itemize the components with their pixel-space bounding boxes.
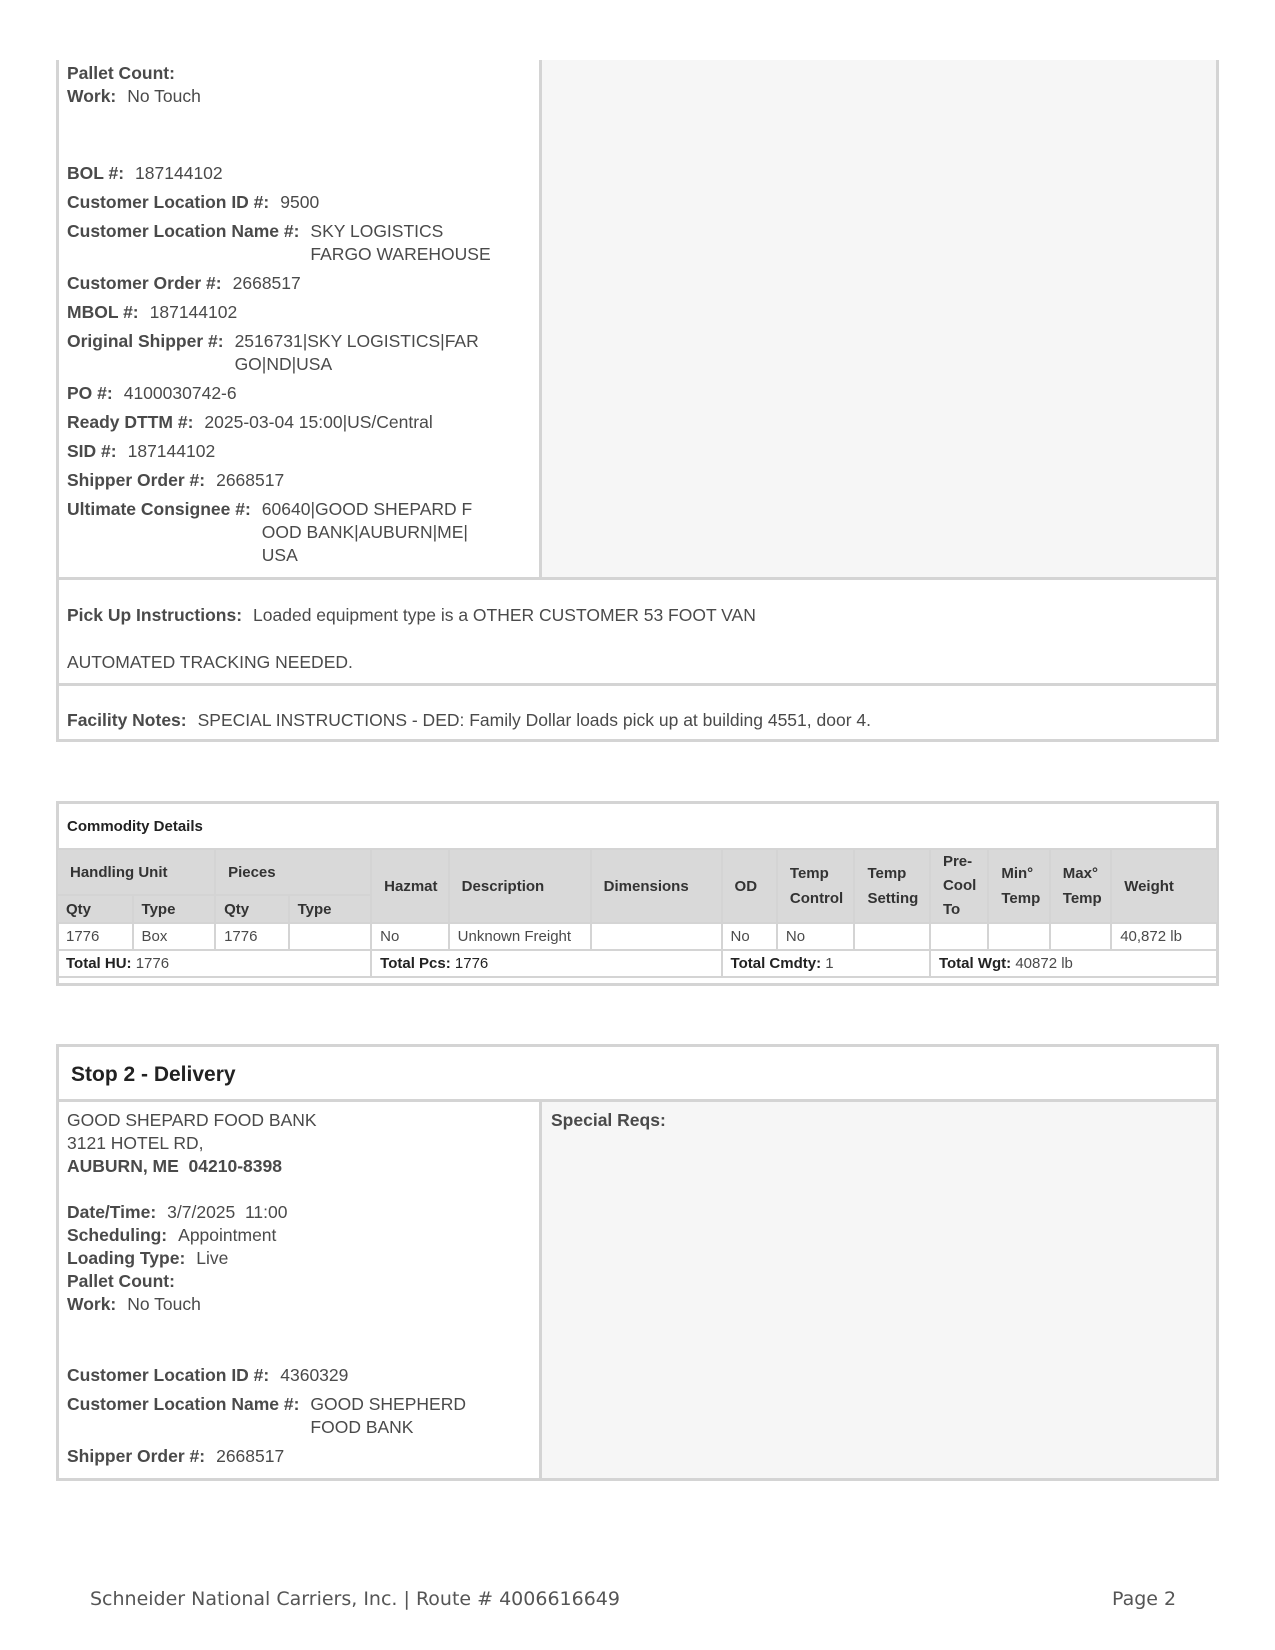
- ref-label: SID #:: [67, 441, 117, 461]
- ref-value: 187144102: [149, 302, 238, 322]
- ref-value: 9500: [280, 192, 320, 212]
- ref-row: [67, 498, 532, 567]
- ref-label: Ultimate Consignee #:: [67, 499, 251, 519]
- ref-row: [67, 220, 532, 266]
- total-hu-label: Total HU:: [66, 955, 132, 972]
- work-value: No Touch: [127, 1294, 201, 1314]
- cell-max-temp: [1050, 923, 1111, 950]
- cell-pc-qty: 1776: [215, 923, 289, 950]
- ref-label: MBOL #:: [67, 302, 139, 322]
- header-weight: Weight: [1111, 849, 1218, 923]
- header-hu-type: Type: [133, 895, 216, 923]
- cell-hu-qty: 1776: [57, 923, 133, 950]
- datetime-value: 3/7/2025 11:00: [167, 1202, 288, 1222]
- ref-row: [67, 440, 532, 463]
- pickup-instructions-label: Pick Up Instructions:: [67, 605, 243, 625]
- ref-label: BOL #:: [67, 163, 125, 183]
- header-pc-qty: Qty: [215, 895, 289, 923]
- ref-value: 2668517: [216, 1446, 285, 1466]
- commodity-totals-row: [57, 950, 1218, 977]
- pallet-count-label: Pallet Count:: [67, 63, 175, 83]
- header-min-temp: Min° Temp: [988, 849, 1049, 923]
- total-pcs-value: 1776: [454, 955, 489, 972]
- ref-label: Shipper Order #:: [67, 470, 206, 490]
- ref-label: Customer Location ID #:: [67, 1365, 270, 1385]
- ref-value: 60640|GOOD SHEPARD FOOD BANK|AUBURN|ME|USA: [261, 499, 473, 565]
- total-hu-value: 1776: [135, 955, 170, 972]
- ref-row: [67, 411, 532, 434]
- ref-label: Shipper Order #:: [67, 1446, 206, 1466]
- stop1-details: [67, 62, 532, 108]
- scheduling-label: Scheduling:: [67, 1225, 168, 1245]
- cell-pc-type: [289, 923, 372, 950]
- cell-min-temp: [988, 923, 1049, 950]
- cell-hu-type: Box: [133, 923, 216, 950]
- commodity-details-section: [56, 801, 1219, 986]
- ref-label: Customer Location ID #:: [67, 192, 270, 212]
- total-pcs-label: Total Pcs:: [380, 955, 451, 972]
- header-pieces: Pieces: [215, 849, 371, 895]
- work-value: No Touch: [127, 86, 201, 106]
- header-od: OD: [722, 849, 777, 923]
- facility-notes-value: SPECIAL INSTRUCTIONS - DED: Family Dollar loads pick up at building 4551, door 4.: [197, 710, 871, 730]
- cell-temp-control: No: [777, 923, 855, 950]
- ref-value: 4100030742-6: [123, 383, 237, 403]
- ref-label: PO #:: [67, 383, 113, 403]
- header-temp-control: Temp Control: [777, 849, 855, 923]
- header-hazmat: Hazmat: [371, 849, 449, 923]
- ref-value: 2668517: [216, 470, 285, 490]
- ref-row: [67, 191, 532, 214]
- stop2-title: Stop 2 - Delivery: [71, 1063, 236, 1086]
- header-hu-qty: Qty: [57, 895, 133, 923]
- ref-row: [67, 272, 532, 295]
- header-pc-type: Type: [289, 895, 372, 923]
- commodity-details-title: Commodity Details: [67, 818, 203, 835]
- cell-temp-setting: [854, 923, 930, 950]
- stop2-details: [67, 1201, 527, 1316]
- stop2-header: [59, 1047, 1216, 1102]
- datetime-label: Date/Time:: [67, 1202, 157, 1222]
- total-wgt-label: Total Wgt:: [938, 955, 1012, 972]
- ref-row: [67, 1364, 527, 1387]
- pickup-instructions-value: Loaded equipment type is a OTHER CUSTOMER 53 FOOT VAN: [253, 605, 756, 625]
- footer-page-number: Page 2: [1112, 1588, 1177, 1610]
- loading-type-label: Loading Type:: [67, 1248, 186, 1268]
- cell-od: No: [722, 923, 777, 950]
- ref-row: [67, 469, 532, 492]
- facility-notes-label: Facility Notes:: [67, 710, 187, 730]
- ref-row: [67, 1393, 527, 1439]
- ref-label: Original Shipper #:: [67, 331, 224, 351]
- footer-carrier-route: Schneider National Carriers, Inc. | Route # 4006616649: [90, 1588, 620, 1610]
- stop2-reference-list: [67, 1364, 527, 1468]
- ref-row: [67, 382, 532, 405]
- stop1-right-panel: [539, 60, 1219, 579]
- total-cmdty-label: Total Cmdty:: [730, 955, 822, 972]
- ref-label: Customer Location Name #:: [67, 1394, 300, 1414]
- header-temp-setting: Temp Setting: [854, 849, 930, 923]
- stop2-right-panel: [539, 1102, 1216, 1478]
- header-max-temp: Max° Temp: [1050, 849, 1111, 923]
- pallet-count-label: Pallet Count:: [67, 1271, 175, 1291]
- stop2-street: 3121 HOTEL RD,: [67, 1133, 204, 1153]
- pickup-instructions-note: AUTOMATED TRACKING NEEDED.: [67, 652, 353, 672]
- ref-value: 2668517: [232, 273, 301, 293]
- ref-value: SKY LOGISTICS FARGO WAREHOUSE: [310, 221, 491, 264]
- cell-dimensions: [591, 923, 722, 950]
- ref-row: [67, 330, 532, 376]
- cell-hazmat: No: [371, 923, 449, 950]
- ref-label: Customer Location Name #:: [67, 221, 300, 241]
- stop2-location-name: GOOD SHEPARD FOOD BANK: [67, 1110, 317, 1130]
- ref-value: 2516731|SKY LOGISTICS|FARGO|ND|USA: [234, 331, 479, 374]
- ref-value: 187144102: [127, 441, 216, 461]
- cell-description: Unknown Freight: [449, 923, 591, 950]
- pickup-instructions-box: [56, 580, 1219, 686]
- stop2-address: [67, 1109, 527, 1178]
- header-handling-unit: Handling Unit: [57, 849, 215, 895]
- cell-weight: 40,872 lb: [1111, 923, 1218, 950]
- commodity-table: [56, 848, 1219, 978]
- cell-precool: [930, 923, 988, 950]
- ref-row: [67, 301, 532, 324]
- ref-label: Customer Order #:: [67, 273, 222, 293]
- stop2-city-state-zip: AUBURN, ME 04210-8398: [67, 1156, 282, 1176]
- commodity-row: [57, 923, 1218, 950]
- special-reqs-label: Special Reqs:: [551, 1110, 666, 1130]
- work-label: Work:: [67, 1294, 117, 1314]
- header-precool-to: Pre-Cool To: [930, 849, 988, 923]
- scheduling-value: Appointment: [178, 1225, 277, 1245]
- work-label: Work:: [67, 86, 117, 106]
- header-dimensions: Dimensions: [591, 849, 722, 923]
- ref-value: 4360329: [280, 1365, 349, 1385]
- ref-value: GOOD SHEPHERD FOOD BANK: [310, 1394, 466, 1437]
- stop2-section: [56, 1044, 1219, 1481]
- ref-value: 187144102: [135, 163, 223, 183]
- stop1-reference-list: [67, 162, 532, 567]
- ref-row: [67, 1445, 527, 1468]
- loading-type-value: Live: [196, 1248, 229, 1268]
- facility-notes-box: [56, 683, 1219, 742]
- ref-row: [67, 162, 532, 185]
- ref-value: 2025-03-04 15:00|US/Central: [204, 412, 433, 432]
- total-cmdty-value: 1: [825, 955, 834, 972]
- total-wgt-value: 40872 lb: [1015, 955, 1073, 972]
- ref-label: Ready DTTM #:: [67, 412, 194, 432]
- header-description: Description: [449, 849, 591, 923]
